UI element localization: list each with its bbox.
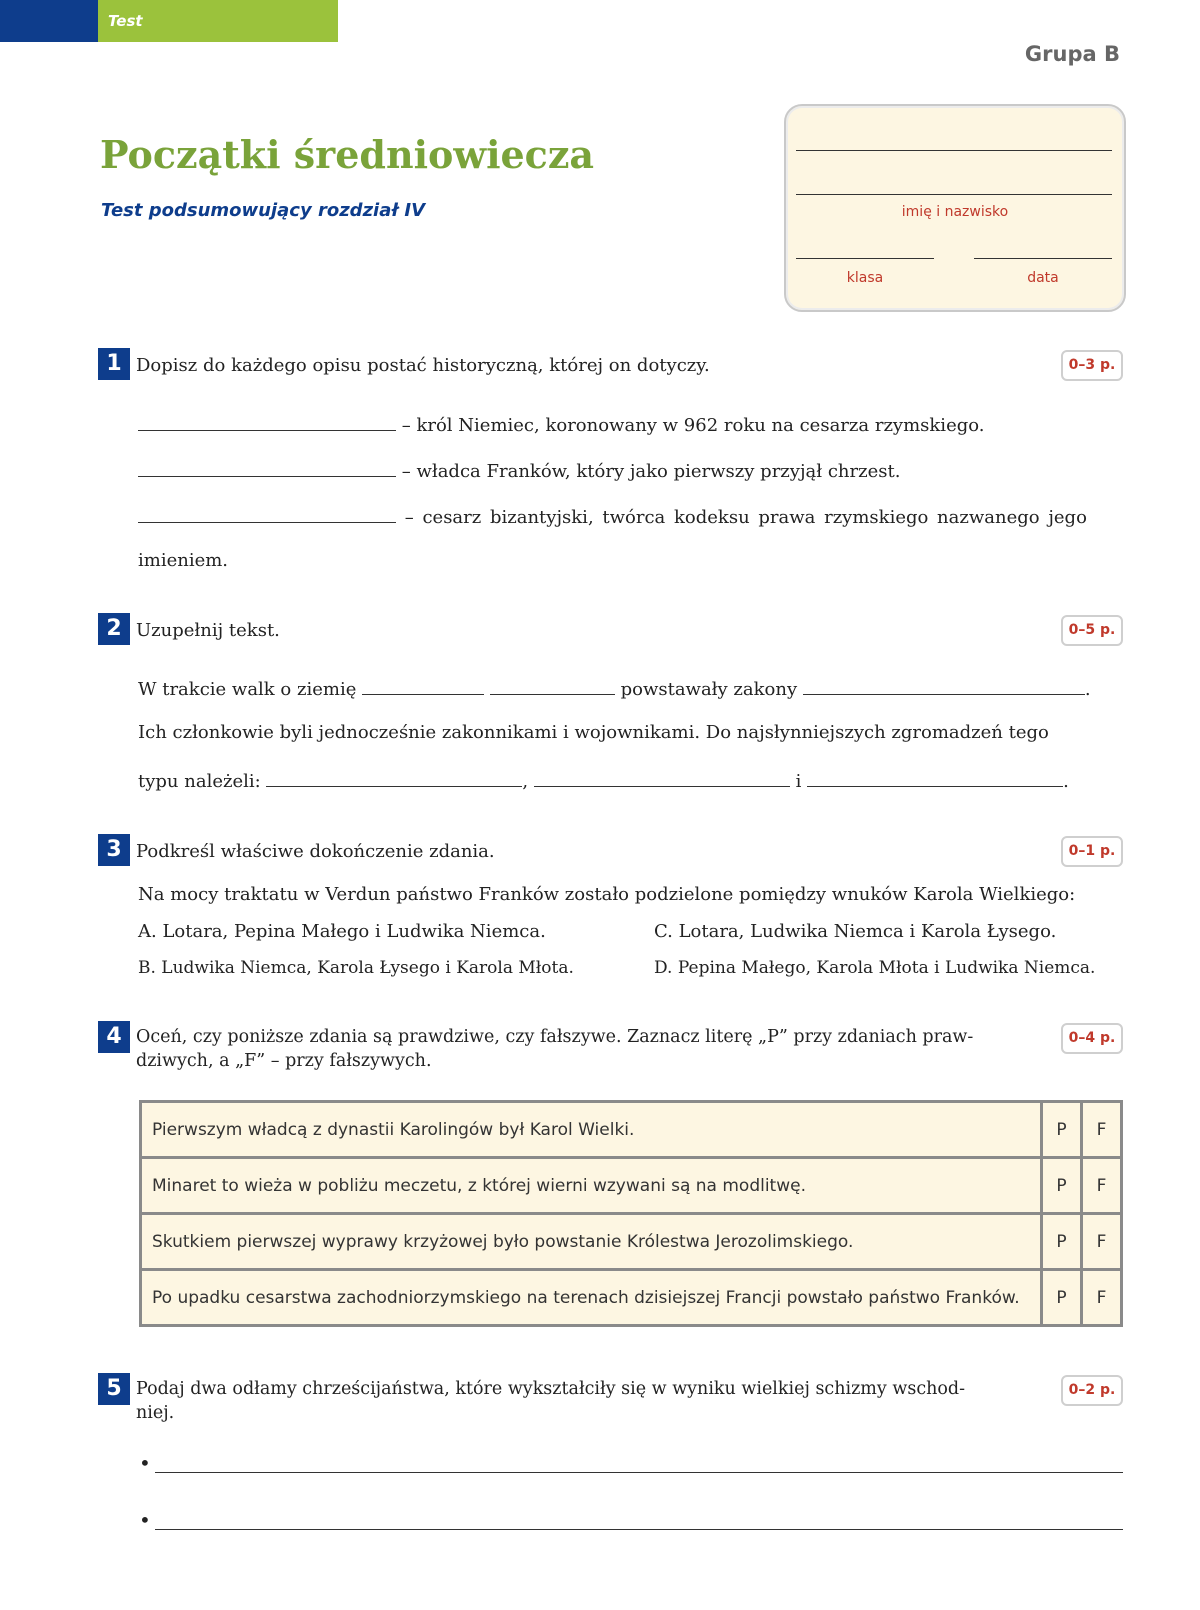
q2-line-1-mid: powstawały zakony <box>620 679 798 700</box>
question-1-text: Dopisz do każdego opisu postać historyczną, której on dotyczy. <box>136 355 710 376</box>
q2-line-1-start: W trakcie walk o ziemię <box>138 679 357 700</box>
question-3-points: 0–1 p. <box>1061 836 1123 867</box>
q3-option-d[interactable]: D. Pepina Małego, Karola Młota i Ludwika Niemca. <box>654 958 1096 978</box>
statement-cell: Po upadku cesarstwa zachodniorzymskiego na terenach dzisiejszej Francji powstało państwo Franków. <box>141 1270 1042 1326</box>
q2-line-3-start: typu należeli: <box>138 771 261 792</box>
true-option[interactable]: P <box>1042 1270 1082 1326</box>
name-line-2[interactable] <box>796 194 1112 195</box>
q2-line-1-end: . <box>1084 679 1091 700</box>
page-title: Początki średniowiecza <box>100 132 595 177</box>
statement-cell: Pierwszym władcą z dynastii Karolingów był Karol Wielki. <box>141 1102 1042 1158</box>
true-option[interactable]: P <box>1042 1102 1082 1158</box>
bullet-2: • <box>139 1508 151 1532</box>
statement-cell: Minaret to wieża w pobliżu meczetu, z której wierni wzywani są na modlitwę. <box>141 1158 1042 1214</box>
q1-item-2-text: – władca Franków, który jako pierwszy przyjął chrzest. <box>401 461 901 482</box>
q2-blank-1[interactable] <box>362 676 484 695</box>
q1-blank-2[interactable] <box>138 458 396 477</box>
header-label: Test <box>108 12 143 30</box>
true-false-table <box>139 1100 1123 1327</box>
question-1-points: 0–3 p. <box>1061 350 1123 381</box>
q2-blank-6[interactable] <box>807 768 1063 787</box>
table-row <box>141 1270 1122 1326</box>
q2-line-2: Ich członkowie byli jednocześnie zakonnikami i wojownikami. Do najsłynniejszych zgromadzeń tego <box>138 722 1049 743</box>
q3-option-b[interactable]: B. Ludwika Niemca, Karola Łysego i Karola Młota. <box>138 958 574 978</box>
true-option[interactable]: P <box>1042 1214 1082 1270</box>
page-subtitle: Test podsumowujący rozdział IV <box>101 200 426 221</box>
name-label: imię i nazwisko <box>901 204 1009 220</box>
table-row <box>141 1158 1122 1214</box>
false-option[interactable]: F <box>1082 1214 1122 1270</box>
question-5-points: 0–2 p. <box>1061 1375 1123 1406</box>
question-5-text <box>136 1377 965 1425</box>
q3-stem: Na mocy traktatu w Verdun państwo Franków zostało podzielone pomiędzy wnuków Karola Wielkiego: <box>138 884 1076 905</box>
question-4-text-line-1: Oceń, czy poniższe zdania są prawdziwe, czy fałszywe. Zaznacz literę „P” przy zdaniach praw- <box>136 1027 974 1047</box>
question-5-text-line-2: niej. <box>136 1403 175 1423</box>
q2-blank-4[interactable] <box>266 768 522 787</box>
q2-comma: , <box>522 771 529 792</box>
question-5-text-line-1: Podaj dwa odłamy chrześcijaństwa, które wykształciły się w wyniku wielkiej schizmy wschod- <box>136 1379 966 1399</box>
q3-option-c[interactable]: C. Lotara, Ludwika Niemca i Karola Łysego. <box>654 921 1057 942</box>
class-line[interactable] <box>796 258 934 259</box>
statement-cell: Skutkiem pierwszej wyprawy krzyżowej było powstanie Królestwa Jerozolimskiego. <box>141 1214 1042 1270</box>
question-4-points: 0–4 p. <box>1061 1023 1123 1054</box>
question-5-number: 5 <box>98 1373 130 1405</box>
table-row <box>141 1214 1122 1270</box>
false-option[interactable]: F <box>1082 1102 1122 1158</box>
question-4-text <box>136 1025 973 1073</box>
question-4-text-line-2: dziwych, a „F” – przy fałszywych. <box>136 1051 432 1071</box>
bullet-1: • <box>139 1451 151 1475</box>
q1-item-1 <box>138 412 984 436</box>
question-2-number: 2 <box>98 613 130 645</box>
q2-line-3 <box>138 768 1069 792</box>
q1-item-3-text: – cesarz bizantyjski, twórca kodeksu prawa rzymskiego nazwanego jego <box>404 507 1087 528</box>
table-row <box>141 1102 1122 1158</box>
q2-blank-5[interactable] <box>534 768 790 787</box>
false-option[interactable]: F <box>1082 1270 1122 1326</box>
false-option[interactable]: F <box>1082 1158 1122 1214</box>
q1-blank-1[interactable] <box>138 412 396 431</box>
answer-line-1[interactable] <box>155 1472 1123 1473</box>
q3-option-a[interactable]: A. Lotara, Pepina Małego i Ludwika Niemca. <box>138 921 546 942</box>
question-1-number: 1 <box>98 348 130 380</box>
q2-dot: . <box>1063 771 1069 792</box>
date-label: data <box>1027 270 1059 286</box>
question-2-points: 0–5 p. <box>1061 615 1123 646</box>
true-option[interactable]: P <box>1042 1158 1082 1214</box>
q2-blank-3[interactable] <box>803 676 1085 695</box>
question-2-text: Uzupełnij tekst. <box>136 620 280 641</box>
q2-blank-2[interactable] <box>490 676 615 695</box>
name-line-1[interactable] <box>796 150 1112 151</box>
q2-and: i <box>795 771 802 792</box>
q1-blank-3[interactable] <box>138 504 396 523</box>
student-id-box <box>784 104 1126 312</box>
class-label: klasa <box>846 270 884 286</box>
q1-continuation: imieniem. <box>138 550 229 571</box>
header-bar-blue <box>0 0 98 42</box>
q1-item-1-text: – król Niemiec, koronowany w 962 roku na cesarza rzymskiego. <box>401 415 985 436</box>
question-4-number: 4 <box>98 1021 130 1053</box>
question-3-text: Podkreśl właściwe dokończenie zdania. <box>136 841 495 862</box>
date-line[interactable] <box>974 258 1112 259</box>
answer-line-2[interactable] <box>155 1529 1123 1530</box>
q1-item-2 <box>138 458 900 482</box>
q1-item-3 <box>138 504 1087 528</box>
question-3-number: 3 <box>98 834 130 866</box>
q2-line-1 <box>138 676 1091 700</box>
group-label: Grupa B <box>1024 42 1120 66</box>
